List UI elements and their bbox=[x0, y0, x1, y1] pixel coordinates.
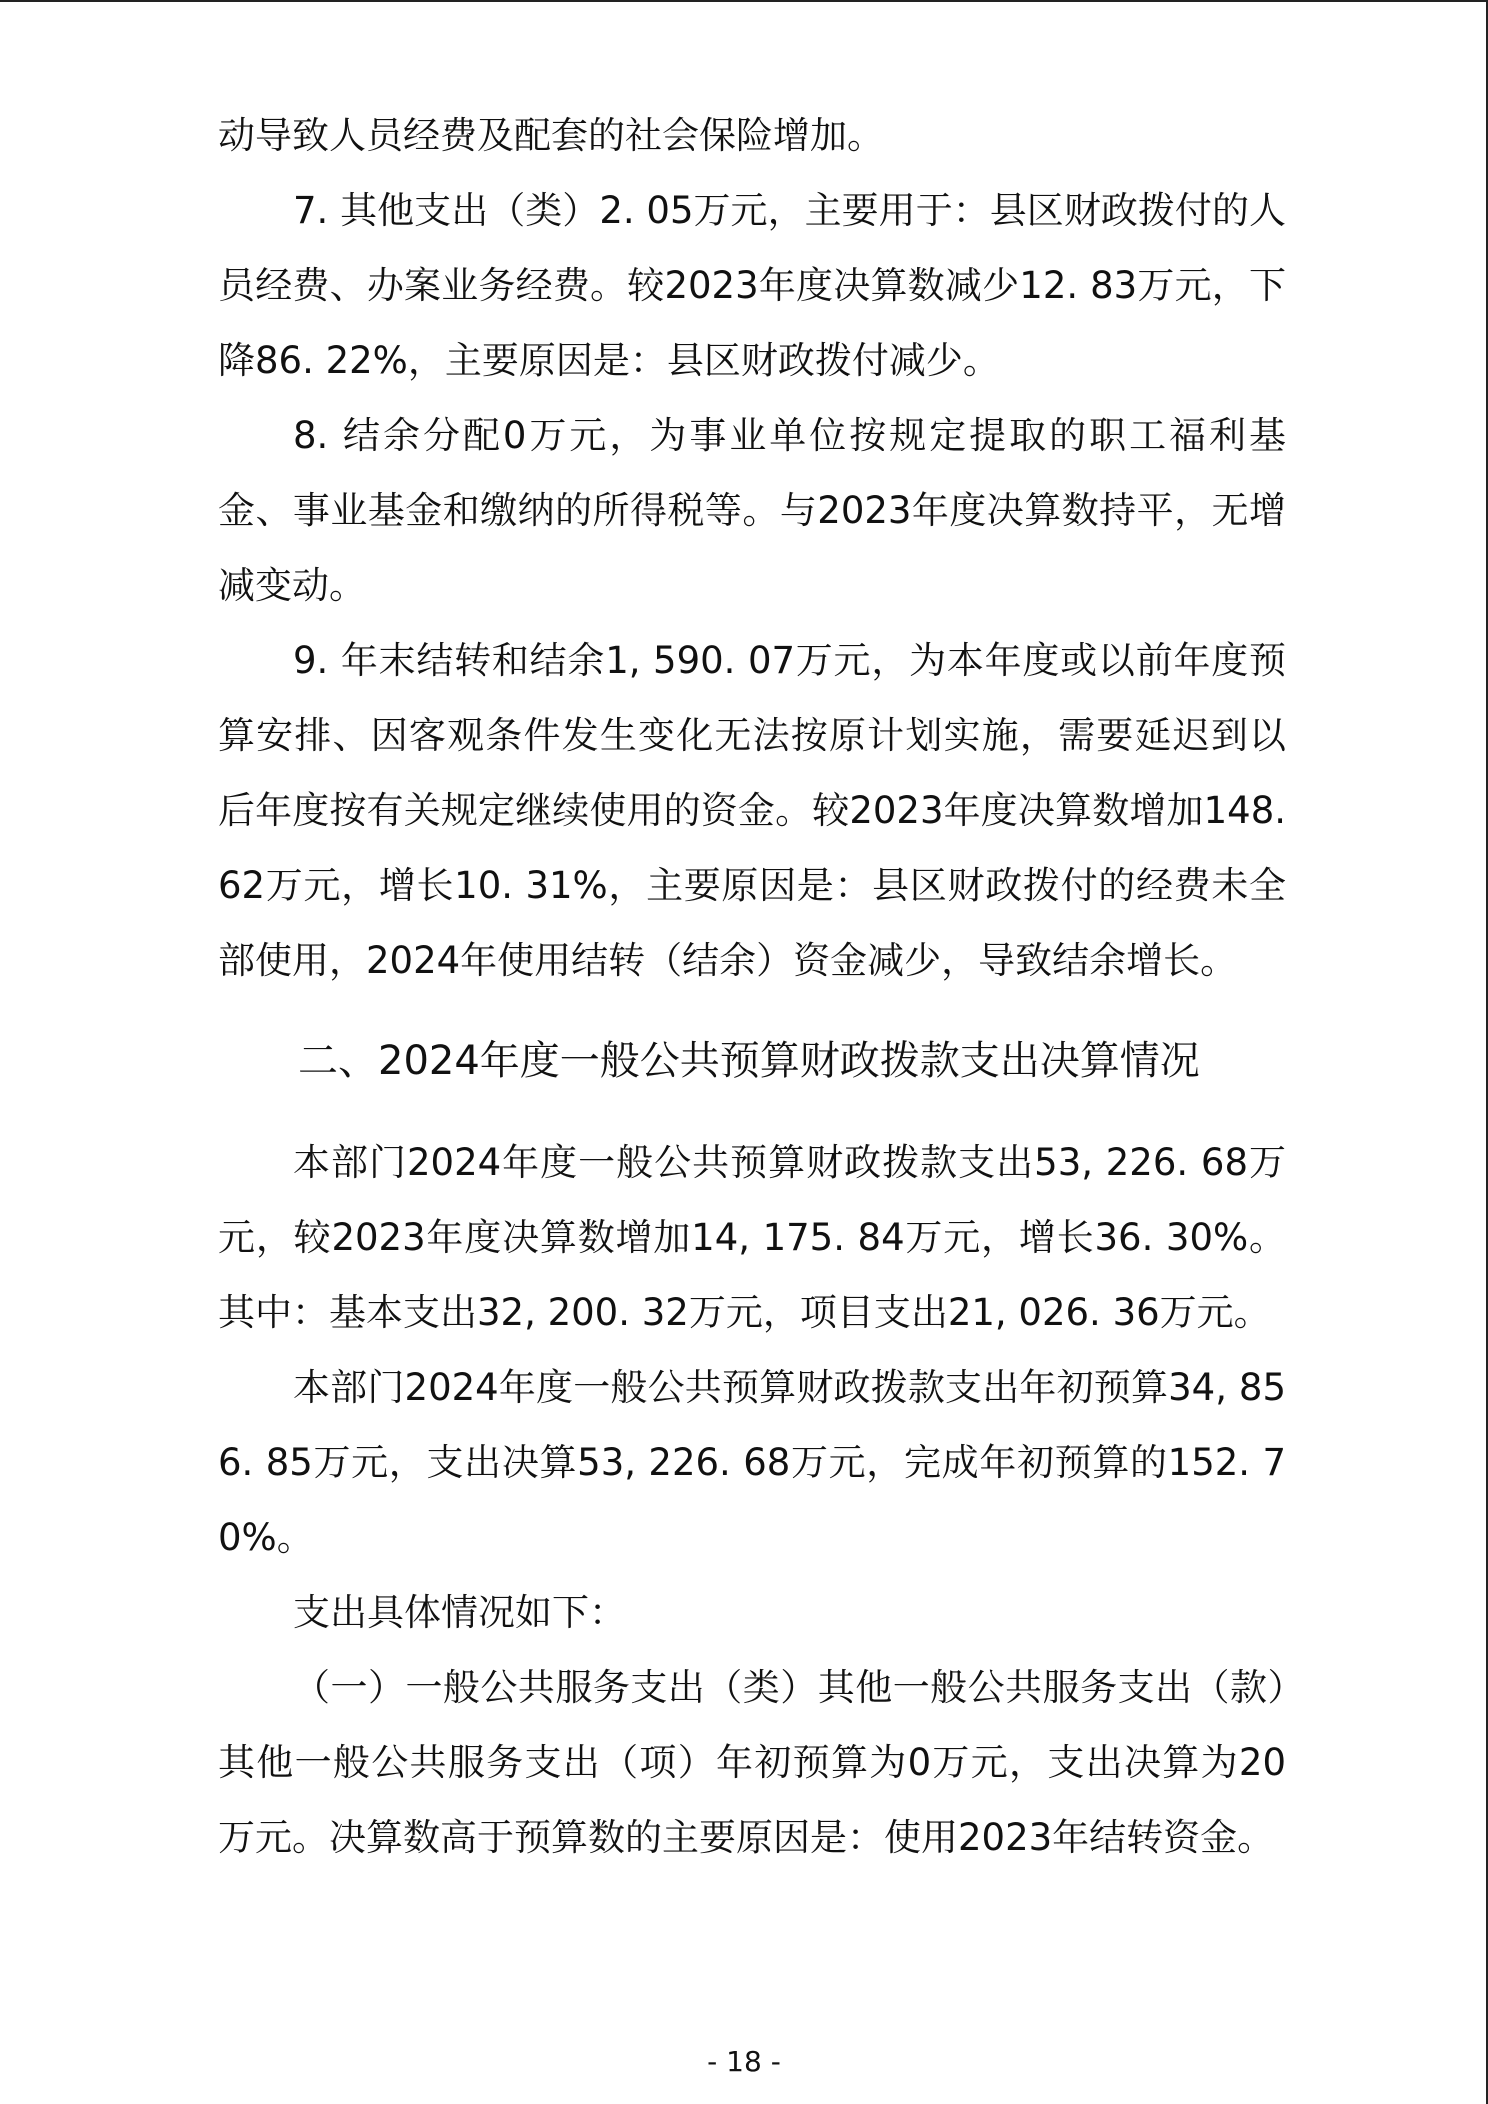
paragraph-item-7-other-expenditure: 7. 其他支出（类）2. 05万元，主要用于：县区财政拨付的人员经费、办案业务经费。较2023年度决算数减少12. 83万元，下降86. 22%，主要原因是：县区财政拨付减少。 bbox=[218, 189, 1286, 382]
document-body bbox=[218, 98, 1286, 1875]
paragraph-details-intro: 支出具体情况如下： bbox=[293, 1591, 626, 1634]
paragraph-item-9-year-end-balance: 9. 年末结转和结余1, 590. 07万元，为本年度或以前年度预算安排、因客观条件发生变化无法按原计划实施，需要延迟到以后年度按有关规定继续使用的资金。较2023年度决算数增加148. 62万元，增长10. 31%，主要原因是：县区财政拨付的经费未全部使用，2024年使用结转（结余）资金减少，导致结余增长。 bbox=[218, 639, 1286, 982]
page-number: - 18 - bbox=[707, 2045, 781, 2078]
paragraph-continuation: 动导致人员经费及配套的社会保险增加。 bbox=[218, 114, 884, 157]
top-border-line bbox=[0, 0, 1488, 2]
paragraph-budget-completion: 本部门2024年度一般公共预算财政拨款支出年初预算34, 856. 85万元，支出决算53, 226. 68万元，完成年初预算的152. 70%。 bbox=[218, 1366, 1286, 1559]
paragraph-item-8-surplus-distribution: 8. 结余分配0万元，为事业单位按规定提取的职工福利基金、事业基金和缴纳的所得税等。与2023年度决算数持平，无增减变动。 bbox=[218, 414, 1286, 607]
paragraph-general-public-services: （一）一般公共服务支出（类）其他一般公共服务支出（款）其他一般公共服务支出（项）年初预算为0万元，支出决算为20万元。决算数高于预算数的主要原因是：使用2023年结转资金。 bbox=[218, 1666, 1286, 1859]
section-heading: 二、2024年度一般公共预算财政拨款支出决算情况 bbox=[298, 1038, 1200, 1084]
paragraph-expenditure-summary: 本部门2024年度一般公共预算财政拨款支出53, 226. 68万元，较2023年度决算数增加14, 175. 84万元，增长36. 30%。其中：基本支出32, 200. 32万元，项目支出21, 026. 36万元。 bbox=[218, 1141, 1286, 1334]
